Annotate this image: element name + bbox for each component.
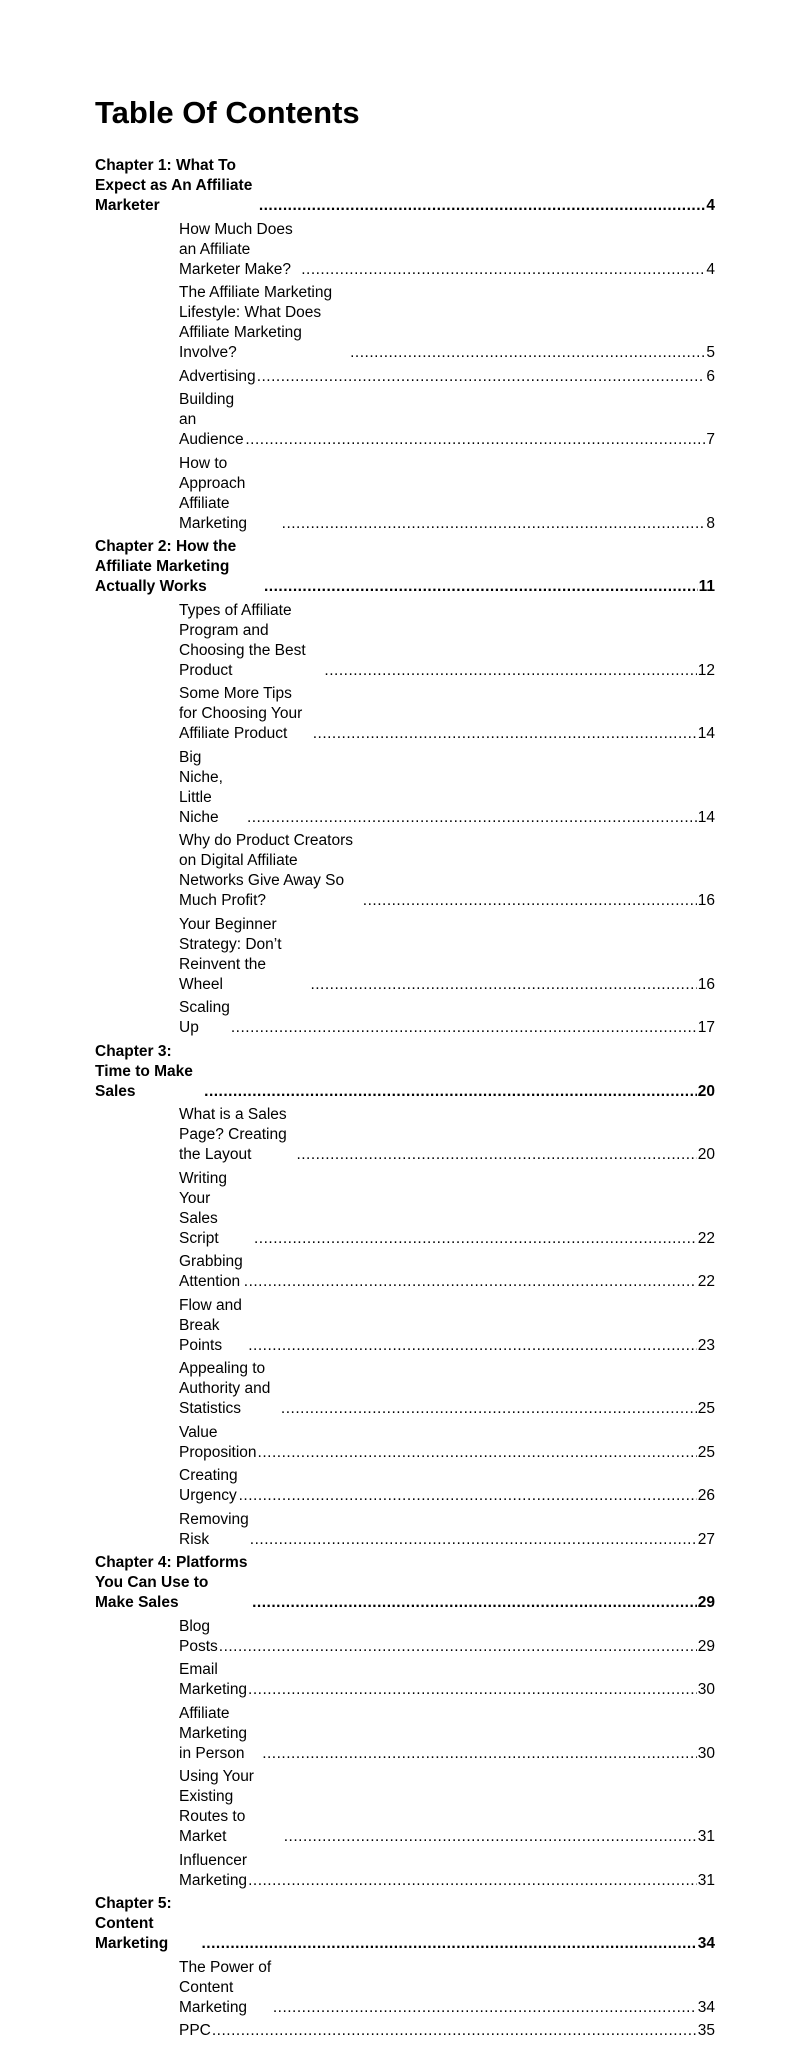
toc-entry-title: Removing Risk [179,1510,249,1548]
toc-page-number: 16 [697,892,715,909]
dot-leader [350,343,705,363]
toc-section-entry[interactable] [95,1704,715,1764]
toc-chapter-entry[interactable] [95,1553,715,1613]
toc-section-entry[interactable] [95,1296,715,1356]
toc-section-entry[interactable] [95,367,715,387]
toc-section-entry[interactable] [95,1617,715,1657]
toc-entry-title: The Affiliate Marketing Lifestyle: What Does Affiliate Marketing Involve? [179,284,333,361]
toc-section-entry[interactable] [95,1466,715,1506]
toc-entry-title: The Power of Content Marketing [179,1958,272,2016]
dot-leader [244,1272,697,1292]
toc-page-number: 5 [706,344,715,361]
dot-leader [254,1229,697,1249]
toc-chapter-entry[interactable] [95,156,715,216]
toc-section-entry[interactable] [95,1851,715,1891]
dot-leader [248,1680,697,1700]
toc-chapter-entry[interactable] [95,1042,715,1102]
toc-page-number: 11 [698,578,715,595]
toc-page-number: 31 [697,1871,715,1889]
dot-leader [310,975,696,995]
toc-page-number: 31 [697,1828,715,1845]
toc-chapter-entry[interactable] [95,537,715,597]
toc-page-number: 8 [706,514,715,532]
toc-page-number: 12 [697,661,715,679]
toc-page-number: 30 [697,1681,715,1698]
toc-page-number: 20 [697,1082,715,1100]
dot-leader [231,1018,697,1038]
toc-entry-title: PPC [179,2022,211,2039]
toc-page-number: 26 [697,1487,715,1504]
dot-leader [204,1082,697,1102]
dot-leader [273,1998,697,2018]
toc-section-entry[interactable] [95,1359,715,1419]
dot-leader [248,1336,697,1356]
toc-section-entry[interactable] [95,915,715,995]
toc-section-entry[interactable] [95,1510,715,1550]
dot-leader [281,1399,697,1419]
dot-leader [301,260,705,280]
toc-page-number: 34 [697,1935,715,1952]
toc-section-entry[interactable] [95,1105,715,1165]
page-title: Table Of Contents [95,95,360,130]
dot-leader [212,2021,697,2041]
toc-page-number: 34 [697,1998,715,2016]
dot-leader [239,1486,697,1506]
toc-page-number: 4 [706,260,715,278]
toc-page-number: 35 [697,2022,715,2039]
toc-section-entry[interactable] [95,1767,715,1847]
toc-section-entry[interactable] [95,454,715,534]
toc-entry-title: Building an Audience [179,391,244,448]
toc-entry-title: Influencer Marketing [179,1851,248,1889]
toc-entry-title: Chapter 3: Time to Make Sales [95,1042,193,1100]
toc-entry-title: Chapter 1: What To Expect as An Affiliate Marketer [95,157,253,214]
dot-leader [245,430,705,450]
toc-page-number: 7 [706,431,715,448]
toc-entry-title: Grabbing Attention [179,1253,243,1290]
dot-leader [282,514,706,534]
toc-page-number: 27 [697,1530,715,1548]
dot-leader [259,196,706,216]
dot-leader [219,1637,697,1657]
toc-page-number: 22 [697,1229,715,1247]
dot-leader [258,1443,697,1463]
toc-page-number: 14 [697,725,715,742]
dot-leader [201,1934,696,1954]
toc-entry-title: Flow and Break Points [179,1296,242,1354]
dot-leader [252,1593,697,1613]
toc-entry-title: Advertising [179,367,256,385]
toc-section-entry[interactable] [95,1169,715,1249]
toc-page-number: 25 [697,1443,715,1461]
toc-entry-title: Blog Posts [179,1617,218,1655]
toc-page-number: 6 [706,367,715,385]
dot-leader [247,808,697,828]
toc-entry-title: How Much Does an Affiliate Marketer Make? [179,220,293,278]
toc-entry-title: Value Proposition [179,1423,257,1461]
toc-entry-title: Some More Tips for Choosing Your Affiliate Product [179,685,303,742]
toc-entry-title: Why do Product Creators on Digital Affiliate Networks Give Away So Much Profit? [179,832,354,909]
toc-page-number: 17 [697,1019,715,1036]
toc-section-entry[interactable] [95,1252,715,1292]
toc-entry-title: How to Approach Affiliate Marketing [179,454,248,532]
toc-entry-title: Appealing to Authority and Statistics [179,1360,271,1417]
toc-entry-title: Your Beginner Strategy: Don’t Reinvent the Wheel [179,915,282,993]
toc-section-entry[interactable] [95,2021,715,2041]
toc-entry-title: Scaling Up [179,999,230,1036]
toc-entry-title: Chapter 5: Content Marketing [95,1895,172,1952]
toc-chapter-entry[interactable] [95,1894,715,1954]
toc-page-number: 30 [697,1744,715,1762]
toc-section-entry[interactable] [95,220,715,280]
dot-leader [313,724,697,744]
toc-entry-title: Chapter 2: How the Affiliate Marketing Actually Works [95,538,237,595]
toc-entry-title: Using Your Existing Routes to Market [179,1768,254,1845]
toc-section-entry[interactable] [95,1958,715,2018]
toc-section-entry[interactable] [95,998,715,1038]
toc-page-number: 16 [697,975,715,993]
toc-page-number: 29 [697,1594,715,1611]
dot-leader [262,1744,697,1764]
toc-page-number: 22 [697,1273,715,1290]
toc-entry-title: Affiliate Marketing in Person [179,1704,248,1762]
toc-entry-title: Email Marketing [179,1661,248,1698]
toc-page-number: 14 [697,808,715,826]
toc-section-entry[interactable] [95,1423,715,1463]
toc-page-number: 23 [697,1336,715,1354]
dot-leader [257,367,706,387]
toc-entry-title: Creating Urgency [179,1467,238,1504]
toc-section-entry[interactable] [95,748,715,828]
toc-page-number: 25 [697,1400,715,1417]
toc-section-entry[interactable] [95,283,715,363]
dot-leader [363,891,697,911]
toc-entry-title: Types of Affiliate Program and Choosing the Best Product [179,601,306,679]
toc-section-entry[interactable] [95,390,715,450]
dot-leader [284,1827,697,1847]
toc-entry-title: Writing Your Sales Script [179,1169,227,1247]
toc-section-entry[interactable] [95,1660,715,1700]
toc-page-number: 29 [697,1637,715,1655]
toc-section-entry[interactable] [95,601,715,681]
toc-page-number: 4 [706,197,715,214]
toc-entry-title: Chapter 4: Platforms You Can Use to Make Sales [95,1554,248,1611]
toc-section-entry[interactable] [95,831,715,911]
dot-leader [250,1530,697,1550]
toc-entry-title: Big Niche, Little Niche [179,748,223,826]
toc-entry-title: What is a Sales Page? Creating the Layout [179,1106,287,1163]
dot-leader [296,1145,696,1165]
dot-leader [248,1871,697,1891]
dot-leader [324,661,696,681]
dot-leader [264,577,698,597]
table-of-contents [95,156,715,2045]
toc-page-number: 20 [697,1146,715,1163]
toc-section-entry[interactable] [95,684,715,744]
